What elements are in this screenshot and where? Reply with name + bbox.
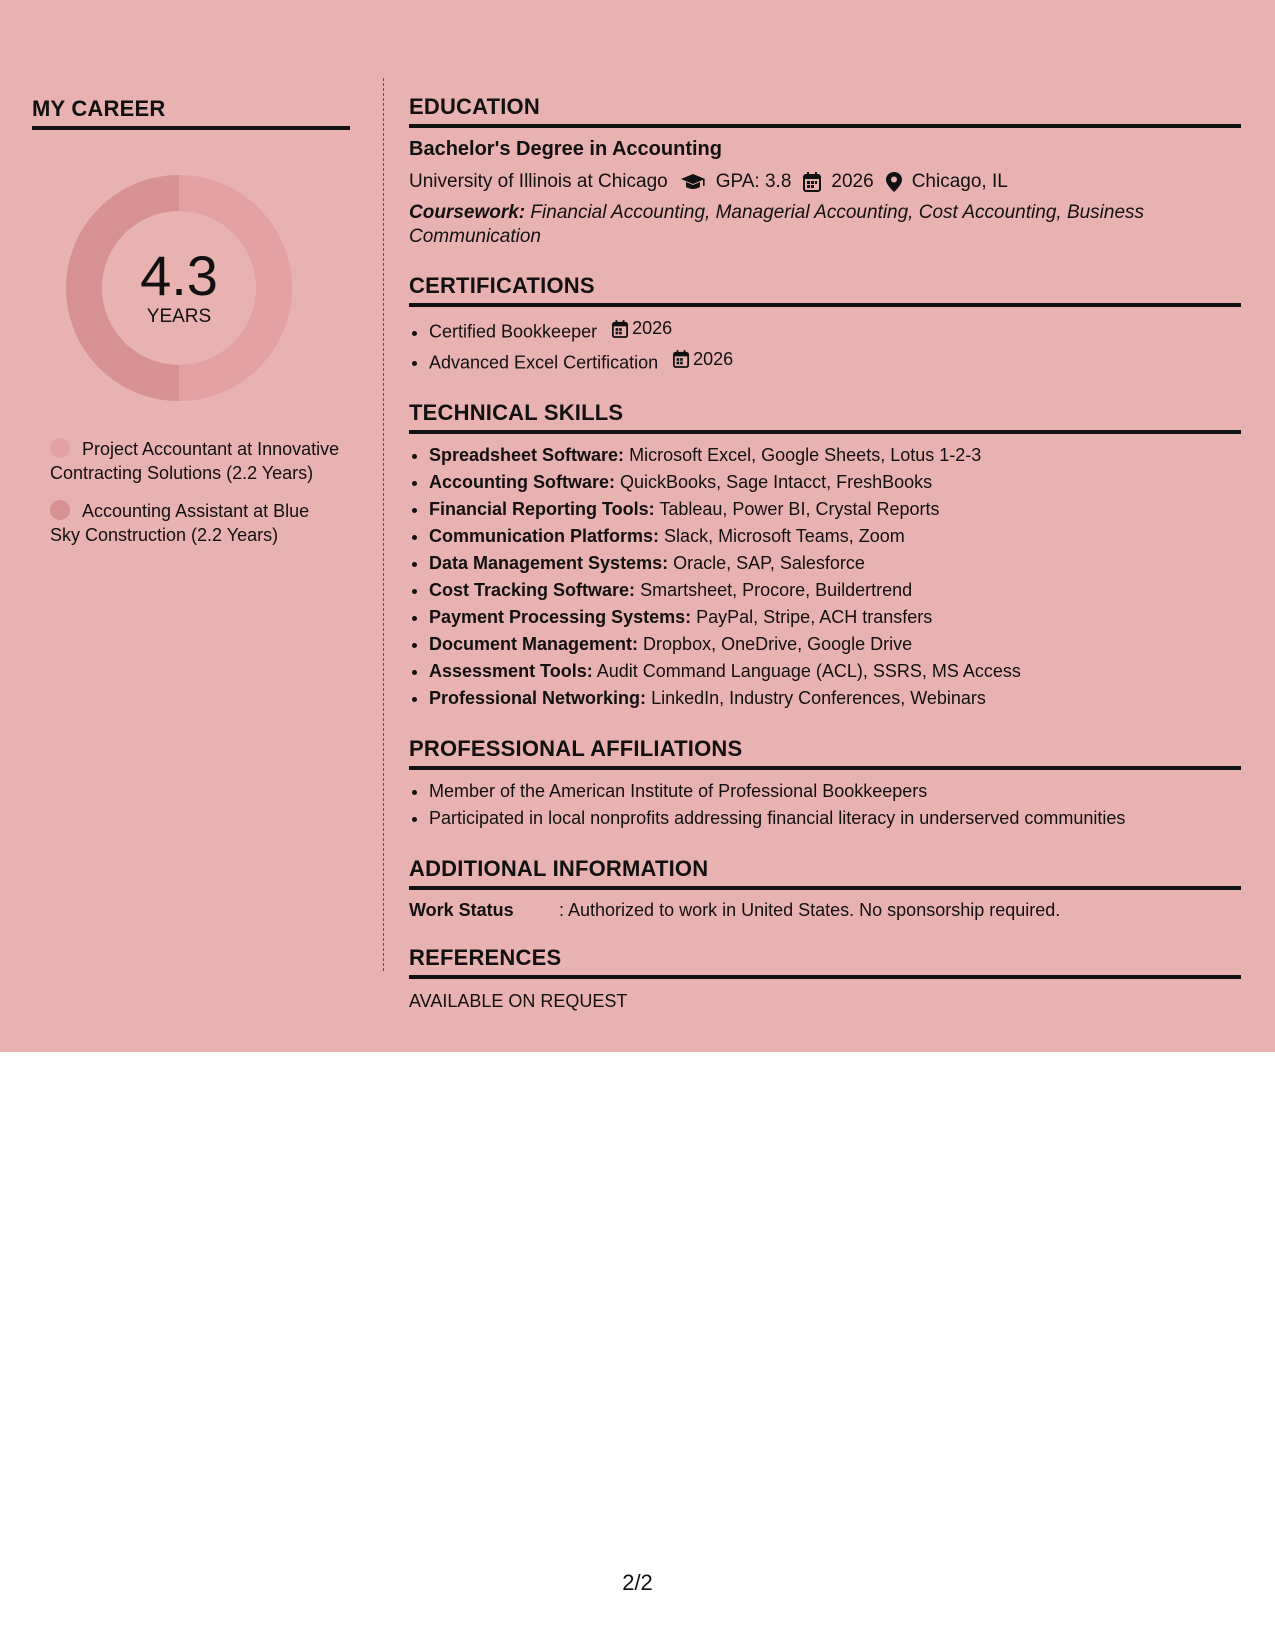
skill-label: Data Management Systems: xyxy=(429,553,669,573)
certification-name: Certified Bookkeeper xyxy=(429,321,598,342)
legend-dot-icon xyxy=(50,438,70,458)
certification-name: Advanced Excel Certification xyxy=(429,352,659,372)
list-item xyxy=(429,523,1241,550)
certification-date xyxy=(673,346,733,373)
skill-value: Dropbox, OneDrive, Google Drive xyxy=(643,634,913,654)
references-section xyxy=(409,945,1241,1012)
list-item xyxy=(429,469,1241,496)
work-status xyxy=(409,900,1241,921)
work-status-label: Work Status xyxy=(409,900,514,920)
degree-name: Bachelor's Degree in Accounting xyxy=(409,138,722,160)
references-text: AVAILABLE ON REQUEST xyxy=(409,991,628,1011)
list-item xyxy=(429,577,1241,604)
skill-value: PayPal, Stripe, ACH transfers xyxy=(696,607,933,627)
affiliations-section xyxy=(409,736,1241,832)
legend-item xyxy=(50,499,340,547)
work-status-value: : Authorized to work in United States. No sponsorship required. xyxy=(559,900,1061,920)
legend-dot-icon xyxy=(50,500,70,520)
calendar-icon xyxy=(673,350,689,368)
education-title: EDUCATION xyxy=(409,94,1241,128)
list-item xyxy=(429,442,1241,469)
career-column xyxy=(32,96,352,561)
school-name: University of Illinois at Chicago xyxy=(409,171,668,192)
list-item xyxy=(429,604,1241,631)
skill-label: Financial Reporting Tools: xyxy=(429,499,655,519)
skill-value: Audit Command Language (ACL), SSRS, MS Access xyxy=(596,661,1021,681)
total-years-unit: YEARS xyxy=(146,306,212,327)
legend-label: Project Accountant at Innovative Contracting Solutions (2.2 Years) xyxy=(50,439,340,483)
gpa: GPA: 3.8 xyxy=(715,171,792,192)
calendar-icon xyxy=(612,320,628,338)
calendar-icon xyxy=(803,172,821,192)
skill-label: Communication Platforms: xyxy=(429,526,660,546)
skill-value: Slack, Microsoft Teams, Zoom xyxy=(664,526,905,546)
skill-label: Cost Tracking Software: xyxy=(429,580,636,600)
page-number: 2/2 xyxy=(622,1570,653,1595)
list-item: • Member of the American Institute of Professional Bookkeepers xyxy=(429,778,1241,805)
list-item xyxy=(429,550,1241,577)
skill-label: Professional Networking: xyxy=(429,688,647,708)
certification-year: 2026 xyxy=(632,318,673,338)
affiliations-title: PROFESSIONAL AFFILIATIONS xyxy=(409,736,1241,770)
skill-value: Oracle, SAP, Salesforce xyxy=(673,553,865,573)
list-item xyxy=(429,658,1241,685)
certifications-list xyxy=(409,315,1241,376)
main-column xyxy=(409,94,1241,1012)
education-section xyxy=(409,94,1241,249)
legend-label: Accounting Assistant at Blue Sky Construction (2.2 Years) xyxy=(50,501,310,545)
education-details xyxy=(409,171,1241,193)
skills-section xyxy=(409,400,1241,712)
career-legend xyxy=(50,437,340,547)
list-item xyxy=(429,315,1241,346)
affiliations-list xyxy=(409,778,1241,832)
skill-value: QuickBooks, Sage Intacct, FreshBooks xyxy=(620,472,933,492)
skill-value: Tableau, Power BI, Crystal Reports xyxy=(659,499,940,519)
column-divider xyxy=(383,78,384,971)
skill-label: Document Management: xyxy=(429,634,639,654)
certification-year: 2026 xyxy=(693,348,734,369)
skill-label: Assessment Tools: xyxy=(429,661,593,681)
donut-center xyxy=(66,175,292,401)
list-item: • Participated in local nonprofits addressing financial literacy in underserved communities xyxy=(429,805,1241,832)
skill-label: Accounting Software: xyxy=(429,472,616,492)
coursework-list: Financial Accounting, Managerial Accounting, Cost Accounting, Business Communication xyxy=(409,202,1145,247)
skill-value: Smartsheet, Procore, Buildertrend xyxy=(640,580,913,600)
skills-title: TECHNICAL SKILLS xyxy=(409,400,1241,434)
skill-label: Spreadsheet Software: xyxy=(429,445,625,465)
additional-info-section xyxy=(409,856,1241,921)
graduation-year: 2026 xyxy=(831,171,874,192)
list-item xyxy=(429,685,1241,712)
legend-item xyxy=(50,437,340,485)
list-item xyxy=(429,631,1241,658)
references-title: REFERENCES xyxy=(409,945,1241,979)
list-item xyxy=(429,346,1241,377)
list-item xyxy=(429,496,1241,523)
graduation-cap-icon xyxy=(680,173,706,191)
skill-value: LinkedIn, Industry Conferences, Webinars xyxy=(651,688,986,708)
total-years-value: 4.3 xyxy=(140,244,218,307)
coursework-label: Coursework: xyxy=(409,202,526,223)
school-location: Chicago, IL xyxy=(911,171,1008,192)
career-title: MY CAREER xyxy=(32,96,350,130)
career-donut-chart xyxy=(66,175,292,401)
certifications-section xyxy=(409,273,1241,376)
skill-value: Microsoft Excel, Google Sheets, Lotus 1-2-3 xyxy=(629,445,982,465)
certification-date xyxy=(612,315,672,342)
certifications-title: CERTIFICATIONS xyxy=(409,273,1241,307)
additional-info-title: ADDITIONAL INFORMATION xyxy=(409,856,1241,890)
skills-list xyxy=(409,442,1241,712)
skill-label: Payment Processing Systems: xyxy=(429,607,692,627)
coursework xyxy=(409,201,1241,249)
location-pin-icon xyxy=(886,172,902,192)
